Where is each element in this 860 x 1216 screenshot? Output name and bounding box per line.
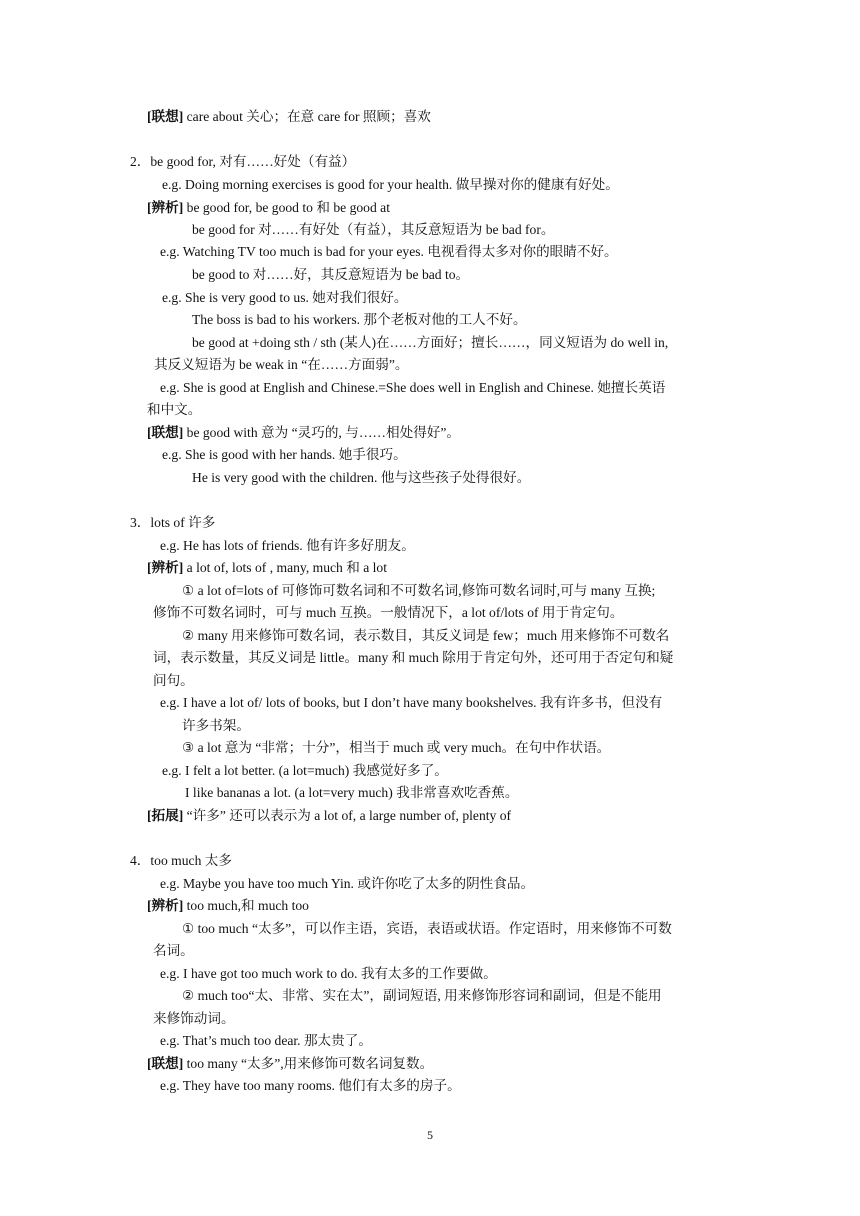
text-line: 问句。 — [153, 673, 194, 688]
text-line: e.g. Doing morning exercises is good for your health. 做早操对你的健康有好处。 — [162, 177, 619, 192]
text-line: e.g. Watching TV too much is bad for your eyes. 电视看得太多对你的眼睛不好。 — [160, 244, 618, 259]
text-line: The boss is bad to his workers. 那个老板对他的工人不好。 — [192, 312, 527, 327]
text-line: e.g. She is very good to us. 她对我们很好。 — [162, 290, 408, 305]
text-line: ③ a lot 意为 “非常；十分”，相当于 much 或 very much。在句中作状语。 — [182, 740, 611, 755]
text-line: He is very good with the children. 他与这些孩子处得很好。 — [192, 470, 531, 485]
text-line: e.g. I have got too much work to do. 我有太多的工作要做。 — [160, 966, 497, 981]
text-line: 修饰不可数名词时，可与 much 互换。一般情况下，a lot of/lots of 用于肯定句。 — [153, 605, 624, 620]
text-line: [拓展] “许多” 还可以表示为 a lot of, a large number of, plenty of — [147, 808, 512, 823]
section-heading: 4．too much 太多 — [130, 853, 232, 868]
text-line: 许多书架。 — [182, 718, 250, 733]
text-line: 来修饰动词。 — [153, 1011, 235, 1026]
text-line: [辨析] be good for, be good to 和 be good at — [147, 200, 390, 215]
text-line: e.g. I have a lot of/ lots of books, but I don’t have many bookshelves. 我有许多书，但没有 — [160, 695, 663, 710]
note-tag: [辨析] — [147, 560, 184, 575]
text-line: e.g. They have too many rooms. 他们有太多的房子。 — [160, 1078, 461, 1093]
text-line: [辨析] too much,和 much too — [147, 898, 309, 913]
section-heading: 2．be good for, 对有……好处（有益） — [130, 154, 356, 169]
text-line: [联想] too many “太多”,用来修饰可数名词复数。 — [147, 1056, 434, 1071]
text-line: e.g. She is good with her hands. 她手很巧。 — [162, 447, 407, 462]
text-line: e.g. That’s much too dear. 那太贵了。 — [160, 1033, 372, 1048]
note-tag: [辨析] — [147, 200, 184, 215]
text-line: ① too much “太多”，可以作主语，宾语，表语或状语。作定语时，用来修饰不可数 — [182, 921, 672, 936]
section-heading: 3．lots of 许多 — [130, 515, 216, 530]
text-line: e.g. I felt a lot better. (a lot=much) 我感觉好多了。 — [162, 763, 448, 778]
note-tag: [拓展] — [147, 808, 184, 823]
text-line: [联想] be good with 意为 “灵巧的, 与……相处得好”。 — [147, 425, 461, 440]
page-number: 5 — [427, 1128, 433, 1142]
text-line: e.g. Maybe you have too much Yin. 或许你吃了太多的阴性食品。 — [160, 876, 535, 891]
text-line: 其反义短语为 be weak in “在……方面弱”。 — [154, 357, 409, 372]
text-line: be good for 对……有好处（有益），其反意短语为 be bad for。 — [192, 222, 555, 237]
text-line: ② many 用来修饰可数名词，表示数目，其反义词是 few；much 用来修饰不可数名 — [182, 628, 670, 643]
note-tag: [联想] — [147, 1056, 184, 1071]
note-tag: [联想] — [147, 425, 184, 440]
text-line: 词，表示数量，其反义词是 little。many 和 much 除用于肯定句外，还可用于否定句和疑 — [153, 650, 674, 665]
text-line: [辨析] a lot of, lots of , many, much 和 a lot — [147, 560, 387, 575]
note-tag: [辨析] — [147, 898, 184, 913]
text-line: 名词。 — [153, 943, 194, 958]
note-tag: [联想] — [147, 109, 184, 124]
text-line: be good at +doing sth / sth (某人)在……方面好；擅长……，同义短语为 do well in, — [192, 335, 669, 350]
text-line: be good to 对……好，其反意短语为 be bad to。 — [192, 267, 470, 282]
text-line: e.g. She is good at English and Chinese.=She does well in English and Chinese. 她擅长英语 — [160, 380, 666, 395]
text-line: I like bananas a lot. (a lot=very much) 我非常喜欢吃香蕉。 — [185, 785, 519, 800]
text-line: ② much too“太、非常、实在太”，副词短语, 用来修饰形容词和副词，但是不能用 — [182, 988, 662, 1003]
text-line: 和中文。 — [147, 402, 202, 417]
text-line: ① a lot of=lots of 可修饰可数名词和不可数名词,修饰可数名词时,可与 many 互换; — [182, 583, 656, 598]
text-line: e.g. He has lots of friends. 他有许多好朋友。 — [160, 538, 415, 553]
text-line: [联想] care about 关心；在意 care for 照顾；喜欢 — [147, 109, 431, 124]
